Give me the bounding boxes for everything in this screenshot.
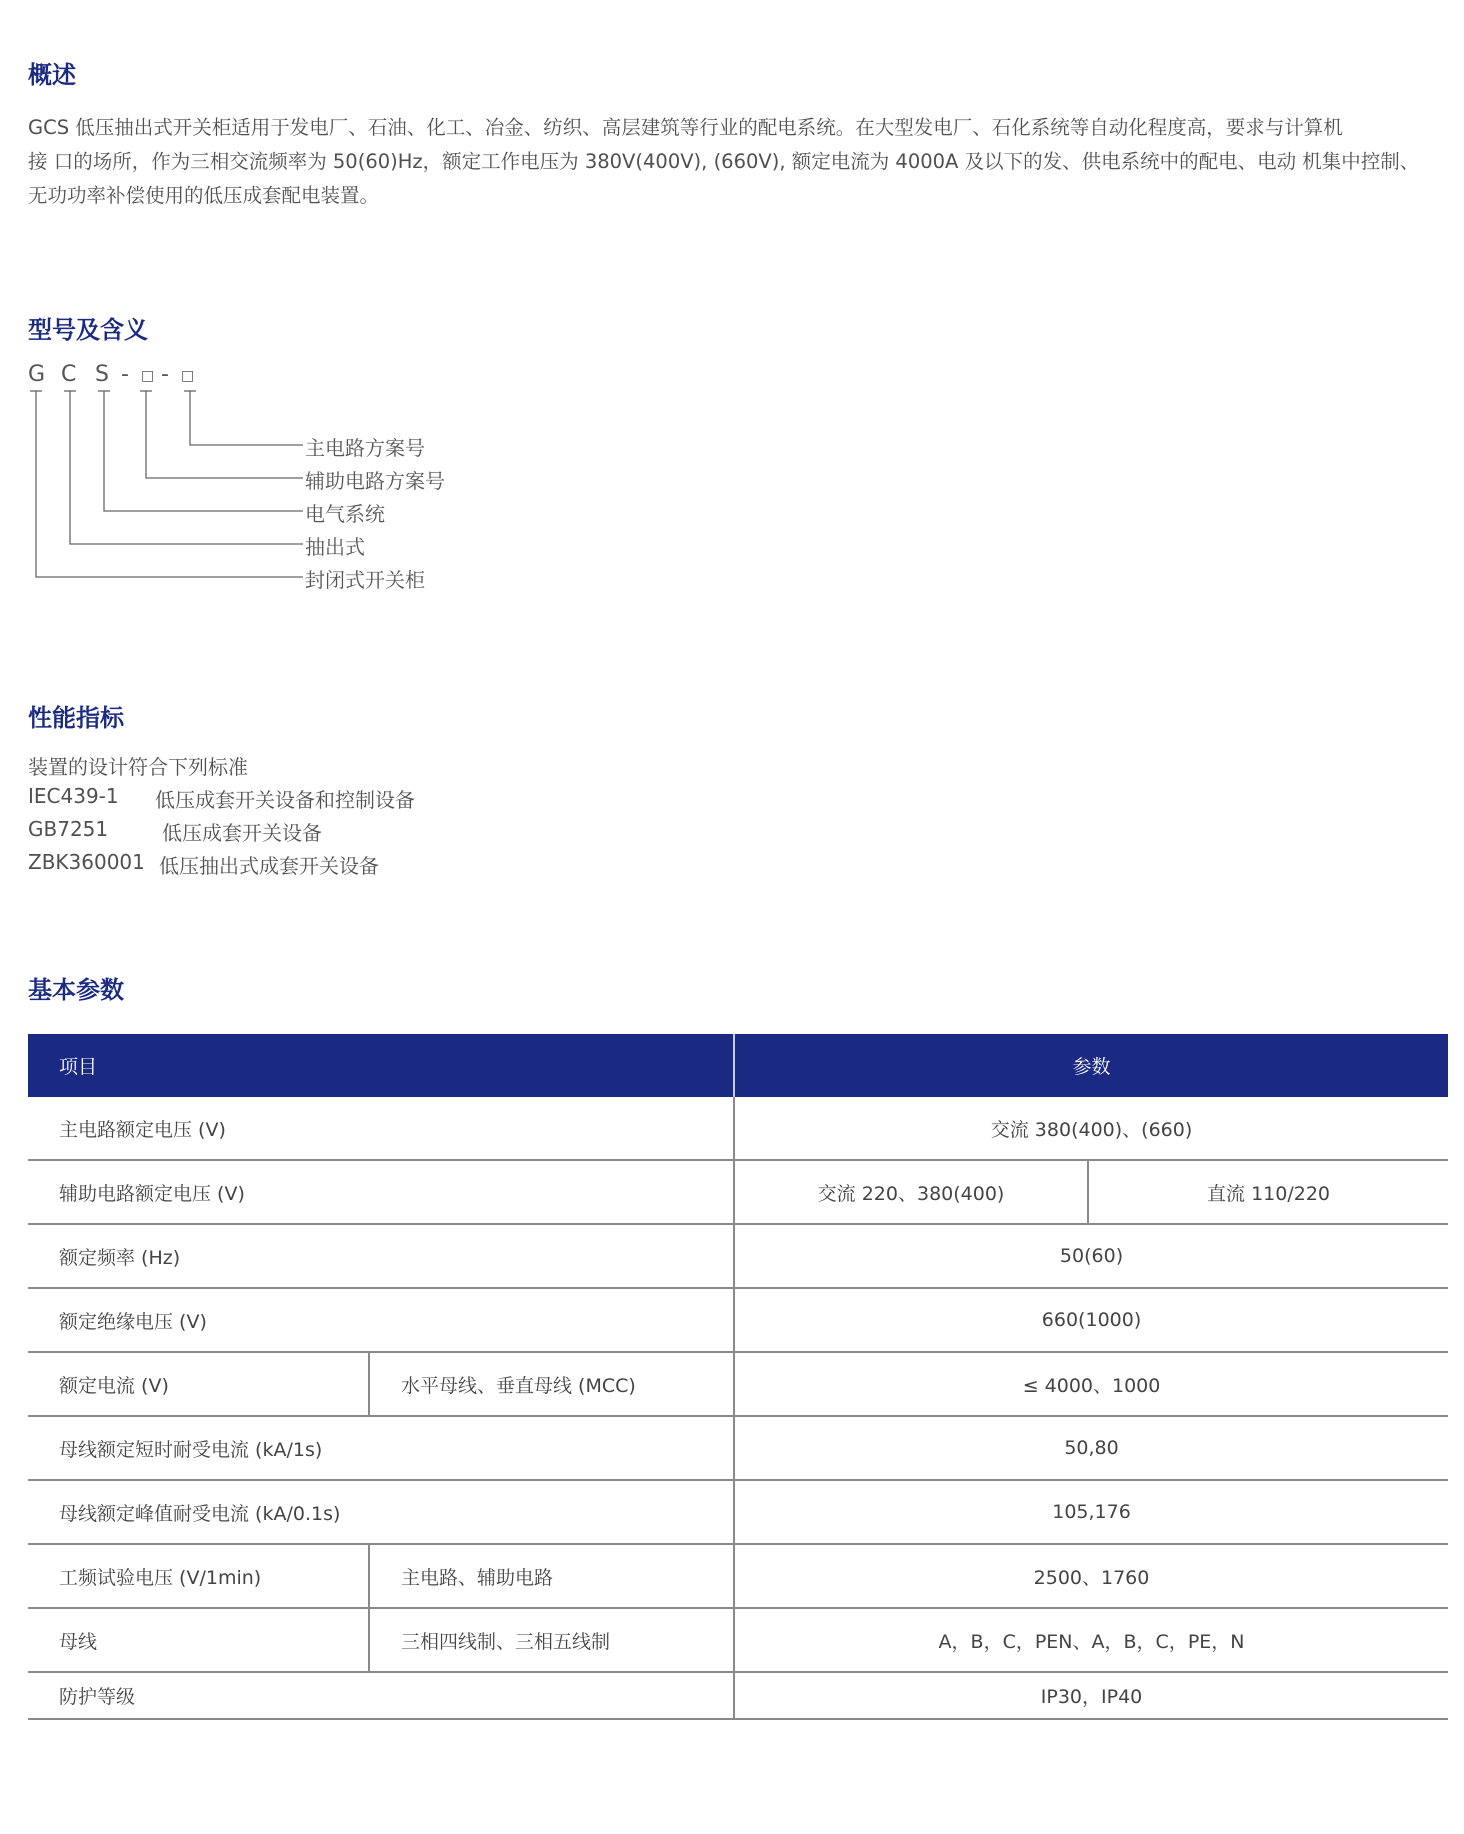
cell-item: 母线额定峰值耐受电流 (kA/0.1s) — [28, 1480, 734, 1544]
cell-value: A，B，C，PEN、A，B，C，PE，N — [734, 1608, 1448, 1672]
leader-line-drawout — [70, 391, 303, 544]
table-row — [28, 1544, 1448, 1608]
model-code-box: □ — [141, 368, 155, 384]
cell-value: 交流 380(400)、(660) — [734, 1097, 1448, 1160]
table-row — [28, 1608, 1448, 1672]
cell-item: 额定电流 (V) — [28, 1352, 369, 1416]
leader-line-enclosed — [36, 391, 303, 577]
cell-value: 105,176 — [734, 1480, 1448, 1544]
standards-intro: 装置的设计符合下列标准 — [28, 755, 248, 779]
legend-electrical-system: 电气系统 — [305, 502, 385, 526]
model-code-char: - — [121, 362, 129, 387]
cell-value: 2500、1760 — [734, 1544, 1448, 1608]
cell-value: 50(60) — [734, 1224, 1448, 1288]
table-row — [28, 1160, 1448, 1224]
model-code-box: □ — [181, 368, 195, 384]
leader-line-main-circuit — [190, 391, 303, 445]
cell-value: IP30，IP40 — [734, 1672, 1448, 1719]
overview-line: 无功功率补偿使用的低压成套配电装置。 — [28, 184, 380, 207]
model-diagram-lines — [0, 0, 320, 600]
table-row — [28, 1352, 1448, 1416]
performance-title: 性能指标 — [28, 704, 124, 732]
cell-item: 辅助电路额定电压 (V) — [28, 1160, 734, 1224]
table-row — [28, 1288, 1448, 1352]
cell-sub: 主电路、辅助电路 — [369, 1544, 734, 1608]
legend-drawout: 抽出式 — [305, 535, 365, 559]
cell-item: 额定频率 (Hz) — [28, 1224, 734, 1288]
standard-desc: 低压抽出式成套开关设备 — [159, 854, 379, 878]
overview-title: 概述 — [28, 61, 76, 89]
table-row — [28, 1097, 1448, 1160]
overview-line: GCS 低压抽出式开关柜适用于发电厂、石油、化工、冶金、纺织、高层建筑等行业的配电系统。在大型发电厂、石化系统等自动化程度高，要求与计算机 — [28, 116, 1343, 139]
model-title: 型号及含义 — [28, 316, 148, 344]
cell-item: 母线 — [28, 1608, 369, 1672]
legend-main-circuit: 主电路方案号 — [305, 436, 425, 460]
params-table — [28, 1034, 1448, 1720]
overview-line: 接 口的场所，作为三相交流频率为 50(60)Hz，额定工作电压为 380V(400V), (660V), 额定电流为 4000A 及以下的发、供电系统中的配电、电动 机集中控制、 — [28, 150, 1420, 173]
params-title: 基本参数 — [28, 976, 124, 1004]
table-row — [28, 1224, 1448, 1288]
cell-item: 额定绝缘电压 (V) — [28, 1288, 734, 1352]
cell-sub: 水平母线、垂直母线 (MCC) — [369, 1352, 734, 1416]
standard-desc: 低压成套开关设备和控制设备 — [155, 788, 415, 812]
leader-line-electrical-system — [104, 391, 303, 511]
standard-row — [28, 850, 528, 880]
legend-enclosed-cabinet: 封闭式开关柜 — [305, 568, 425, 592]
table-row — [28, 1672, 1448, 1719]
cell-item: 主电路额定电压 (V) — [28, 1097, 734, 1160]
header-value: 参数 — [734, 1034, 1448, 1097]
cell-item: 工频试验电压 (V/1min) — [28, 1544, 369, 1608]
model-code-char: S — [95, 362, 109, 387]
cell-item: 母线额定短时耐受电流 (kA/1s) — [28, 1416, 734, 1480]
standard-row — [28, 817, 528, 847]
standard-code: GB7251 — [28, 817, 109, 841]
cell-value: 50,80 — [734, 1416, 1448, 1480]
standard-desc: 低压成套开关设备 — [162, 821, 322, 845]
legend-aux-circuit: 辅助电路方案号 — [305, 469, 445, 493]
cell-sub: 三相四线制、三相五线制 — [369, 1608, 734, 1672]
cell-item: 防护等级 — [28, 1672, 734, 1719]
table-row — [28, 1416, 1448, 1480]
model-code-char: G — [28, 362, 46, 387]
cell-value: 直流 110/220 — [1088, 1160, 1448, 1224]
model-code-char: - — [161, 362, 169, 387]
model-code-char: C — [61, 362, 77, 387]
header-item: 项目 — [28, 1034, 734, 1097]
cell-value: 交流 220、380(400) — [734, 1160, 1088, 1224]
leader-line-aux-circuit — [146, 391, 303, 478]
standard-row — [28, 784, 528, 814]
cell-value: ≤ 4000、1000 — [734, 1352, 1448, 1416]
standard-code: IEC439-1 — [28, 784, 119, 808]
table-row — [28, 1480, 1448, 1544]
table-header-row — [28, 1034, 1448, 1097]
standard-code: ZBK360001 — [28, 850, 145, 874]
cell-value: 660(1000) — [734, 1288, 1448, 1352]
